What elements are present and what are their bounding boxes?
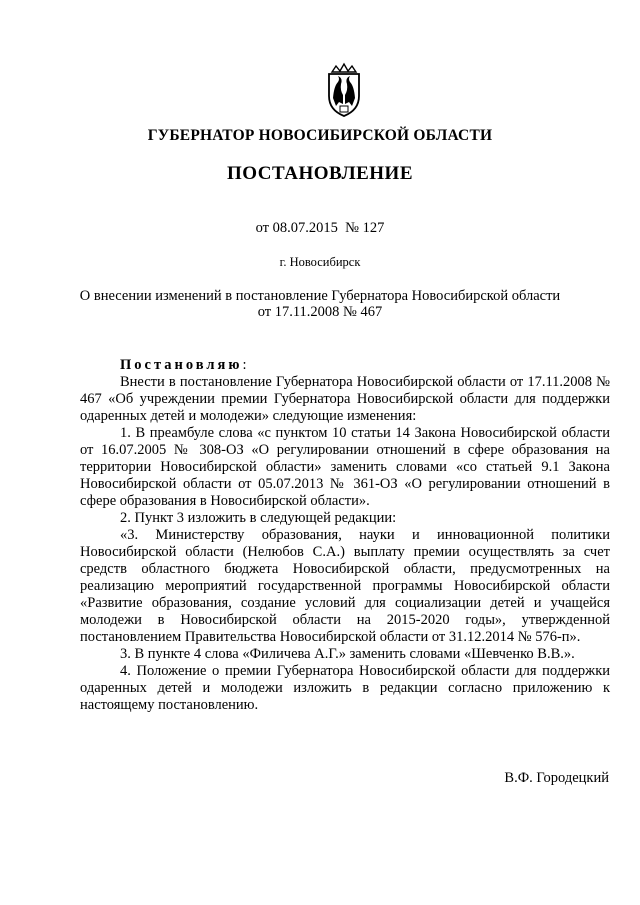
authority-title: ГУБЕРНАТОР НОВОСИБИРСКОЙ ОБЛАСТИ: [147, 127, 493, 144]
novosibirsk-coat-of-arms-icon: [316, 62, 372, 118]
document-subject: [0, 288, 640, 320]
item-1-paragraph: 1. В преамбуле слова «с пунктом 10 статьи 14 Закона Новосибирской области от 16.07.2005 № 308-ОЗ «О регулировании отношений в сфере образования на территории Новосибирской области» заменить словами «со статьей 9.1 Закона Новосибирской области от 05.07.2013 № 361-ОЗ «О регулировании отношений в сфере образования в Новосибирской области».: [80, 425, 610, 509]
document-city: г. Новосибирск: [279, 255, 361, 269]
document-date-number: от 08.07.2015 № 127: [255, 220, 385, 236]
subject-line-1: О внесении изменений в постановление Губернатора Новосибирской области: [79, 288, 561, 304]
item-2-quote-paragraph: «3. Министерству образования, науки и инновационной политики Новосибирской области (Нелюбов С.А.) выплату премии осуществлять за счет средств областного бюджета Новосибирской области, предусмотренных на реализацию мероприятий государственной программы Новосибирской области «Развитие образования, создание условий для социализации детей и учащейся молодежи в Новосибирской области на 2015-2020 годы», утвержденной постановлением Правительства Новосибирской области от 31.12.2014 № 576-п».: [80, 527, 610, 645]
resolution-lead: [80, 357, 610, 374]
item-4-paragraph: 4. Положение о премии Губернатора Новосибирской области для поддержки одаренных детей и молодежи изложить в редакции согласно приложению к настоящему постановлению.: [80, 663, 610, 713]
intro-paragraph: Внести в постановление Губернатора Новосибирской области от 17.11.2008 № 467 «Об учреждении премии Губернатора Новосибирской области для поддержки одаренных детей и молодежи» следующие изменения:: [80, 374, 610, 424]
lead-colon: :: [242, 357, 247, 373]
signatory-name: В.Ф. Городецкий: [504, 770, 609, 786]
document-body: [80, 357, 610, 714]
item-2-paragraph: 2. Пункт 3 изложить в следующей редакции:: [120, 510, 397, 526]
lead-word: Постановляю: [120, 357, 243, 373]
item-3-paragraph: 3. В пункте 4 слова «Филичева А.Г.» заменить словами «Шевченко В.В.».: [120, 646, 575, 662]
subject-line-2: от 17.11.2008 № 467: [257, 304, 383, 320]
document-type-heading: ПОСТАНОВЛЕНИЕ: [226, 163, 414, 184]
